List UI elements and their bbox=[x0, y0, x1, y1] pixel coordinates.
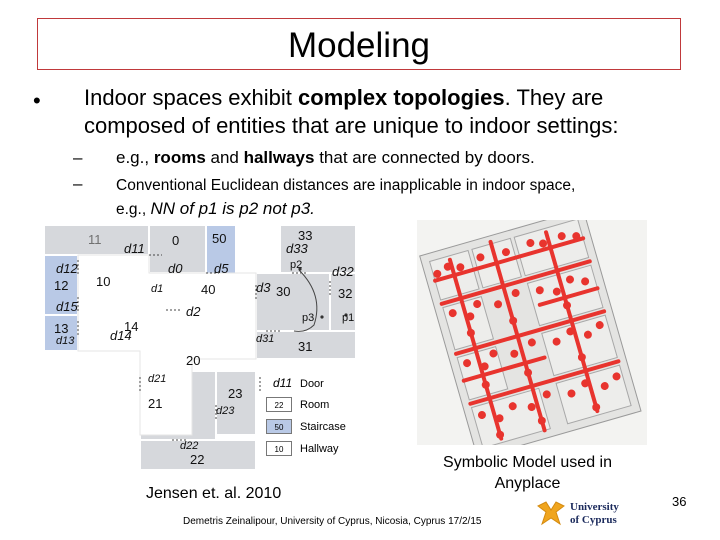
logo-emblem-icon bbox=[536, 498, 566, 528]
door-label: d12 bbox=[56, 261, 78, 276]
floor-plan-figure bbox=[44, 225, 356, 470]
door-label: d5 bbox=[214, 261, 229, 276]
logo-text: University of Cyprus bbox=[570, 501, 619, 526]
legend-hallway-box: 10 bbox=[266, 441, 292, 456]
slide-title: Modeling bbox=[287, 26, 431, 65]
footer-text: Demetris Zeinalipour, University of Cyprus, Nicosia, Cyprus 17/2/15 bbox=[183, 516, 482, 527]
point-label: p3 bbox=[302, 312, 315, 324]
legend-door-symbol: d11 bbox=[273, 376, 293, 390]
point-label: p2 bbox=[290, 259, 303, 271]
legend-staircase-box: 50 bbox=[266, 419, 292, 434]
door-label: d1 bbox=[151, 283, 164, 295]
room-label: 13 bbox=[54, 321, 69, 336]
room-label: 40 bbox=[201, 282, 216, 297]
room-label: 32 bbox=[338, 286, 353, 301]
caption-jensen: Jensen et. al. 2010 bbox=[146, 485, 282, 502]
bullet-marker: • bbox=[33, 88, 41, 113]
door-label: d33 bbox=[286, 241, 308, 256]
room-label: 14 bbox=[124, 319, 139, 334]
room-label: 33 bbox=[298, 228, 313, 243]
door-label: d2 bbox=[186, 304, 201, 319]
legend-staircase-label: Staircase bbox=[300, 421, 346, 433]
door-label: d23 bbox=[216, 405, 235, 417]
legend-door-label: Door bbox=[300, 378, 324, 390]
page-number: 36 bbox=[672, 494, 687, 509]
room-label: 20 bbox=[186, 353, 201, 368]
door-label: d32 bbox=[332, 264, 354, 279]
door-label: d22 bbox=[180, 440, 199, 452]
door-label: d21 bbox=[148, 373, 167, 385]
bullet-text: Indoor spaces exhibit complex topologies. They are composed of entities that are unique to indoor settings: bbox=[84, 85, 619, 138]
room-label: 22 bbox=[190, 452, 205, 467]
anyplace-map-drawing bbox=[417, 220, 647, 445]
anyplace-map-image bbox=[417, 220, 647, 445]
legend-hallway-label: Hallway bbox=[300, 443, 339, 455]
sub2-text: Conventional Euclidean distances are inapplicable in indoor space, e.g., NN of p1 is p2 not p3. bbox=[116, 177, 576, 218]
university-of-cyprus-logo bbox=[536, 498, 632, 532]
door-label: d13 bbox=[56, 335, 75, 347]
room-label: 23 bbox=[228, 386, 243, 401]
room-label: 21 bbox=[148, 396, 163, 411]
room-label: 31 bbox=[298, 339, 313, 354]
sub1-dash: – bbox=[73, 148, 83, 167]
door-label: d3 bbox=[256, 280, 271, 295]
legend-room-box: 22 bbox=[266, 397, 292, 412]
room-label: 30 bbox=[276, 284, 291, 299]
sub1-text: e.g., rooms and hallways that are connected by doors. bbox=[116, 148, 535, 167]
room-label: 50 bbox=[212, 231, 227, 246]
room-label: 10 bbox=[96, 274, 111, 289]
door-label: d31 bbox=[256, 333, 275, 345]
room-label: 12 bbox=[54, 278, 69, 293]
room-label: 11 bbox=[88, 232, 102, 247]
door-label: d14 bbox=[110, 328, 132, 343]
room-label: 0 bbox=[172, 233, 180, 248]
legend-room-label: Room bbox=[300, 399, 330, 411]
title-box bbox=[37, 18, 681, 70]
sub2-dash: – bbox=[73, 174, 83, 193]
caption-anyplace: Symbolic Model used in Anyplace bbox=[443, 454, 612, 492]
door-label: d11 bbox=[124, 241, 145, 256]
point-label: p1 bbox=[342, 312, 355, 324]
door-label: d15 bbox=[56, 299, 78, 314]
door-label: d0 bbox=[168, 261, 183, 276]
